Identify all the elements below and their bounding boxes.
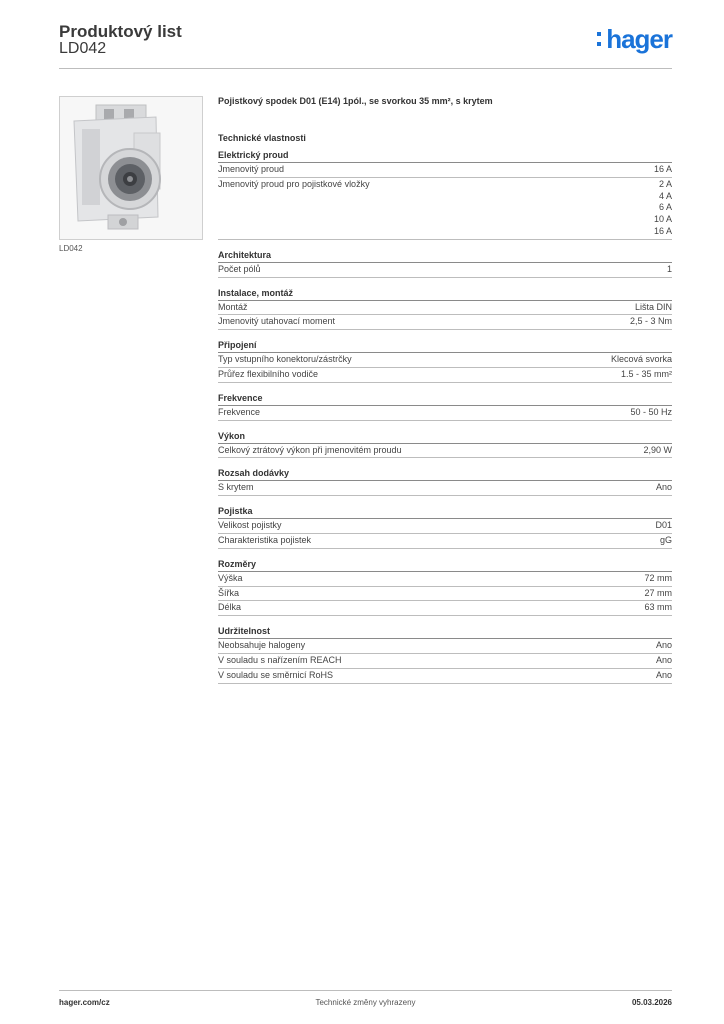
fuse-base-photo-icon <box>60 97 202 239</box>
page-header <box>59 20 672 70</box>
property-value <box>621 369 672 381</box>
group-title: Připojení <box>218 339 672 353</box>
group-title: Frekvence <box>218 392 672 406</box>
property-value <box>630 407 672 419</box>
property-value-item: gG <box>659 534 672 545</box>
property-label: Jmenovitý utahovací moment <box>218 316 336 327</box>
property-value <box>655 520 672 532</box>
property-value-item: Lišta DIN <box>634 301 672 312</box>
property-label: S krytem <box>218 482 254 493</box>
property-value-item: Klecová svorka <box>610 354 672 365</box>
property-label: Velikost pojistky <box>218 520 282 531</box>
property-value <box>656 655 672 667</box>
property-value <box>656 640 672 652</box>
product-title: Pojistkový spodek D01 (E14) 1pól., se svorkou 35 mm², s krytem <box>218 96 493 106</box>
property-label: Typ vstupního konektoru/zástrčky <box>218 354 352 365</box>
property-value-item: Ano <box>655 669 672 680</box>
property-group <box>218 625 672 683</box>
logo-text: hager <box>606 24 672 54</box>
property-value-item: 1.5 - 35 mm² <box>620 368 672 379</box>
property-value <box>667 264 672 276</box>
property-row <box>218 534 672 549</box>
property-value-item: 50 - 50 Hz <box>630 406 672 417</box>
property-group <box>218 249 672 278</box>
property-group <box>218 467 672 496</box>
property-label: Frekvence <box>218 406 261 417</box>
property-label: Montáž <box>218 301 248 312</box>
section-heading: Technické vlastnosti <box>218 133 306 143</box>
property-label: Šířka <box>218 587 240 598</box>
logo-dots-icon <box>597 32 601 50</box>
property-row <box>218 601 672 616</box>
property-label: Délka <box>218 602 242 613</box>
property-row <box>218 519 672 534</box>
page-footer <box>59 998 672 1010</box>
property-row <box>218 669 672 684</box>
property-row <box>218 654 672 669</box>
property-row <box>218 315 672 330</box>
footer-divider <box>59 990 672 991</box>
property-label: Jmenovitý proud <box>218 164 285 174</box>
property-value-item: 1 <box>666 263 672 274</box>
group-title: Architektura <box>218 249 672 263</box>
property-value-item: 6 A <box>658 202 672 213</box>
property-row <box>218 178 672 240</box>
property-value <box>643 445 672 457</box>
property-value-item: Ano <box>655 640 672 651</box>
product-image <box>59 96 203 240</box>
property-value <box>635 302 672 314</box>
property-row <box>218 572 672 587</box>
property-row <box>218 639 672 654</box>
footer-website: hager.com/cz <box>59 998 110 1007</box>
property-label: Průřez flexibilního vodiče <box>218 368 319 379</box>
property-value <box>654 164 672 176</box>
image-caption: LD042 <box>59 244 83 253</box>
property-label: Neobsahuje halogeny <box>218 640 306 651</box>
property-label: Celkový ztrátový výkon při jmenovitém proudu <box>218 444 402 455</box>
property-value-item: 72 mm <box>644 572 672 583</box>
property-group <box>218 558 672 616</box>
property-value <box>660 535 672 547</box>
group-title: Výkon <box>218 430 672 444</box>
property-row <box>218 353 672 368</box>
product-code: LD042 <box>59 40 107 57</box>
group-title: Instalace, montáž <box>218 287 672 301</box>
footer-notice: Technické změny vyhrazeny <box>315 998 416 1007</box>
property-label: Charakteristika pojistek <box>218 534 312 545</box>
property-group <box>218 149 672 240</box>
property-value <box>644 588 672 600</box>
property-value <box>644 602 672 614</box>
header-divider <box>59 68 672 69</box>
property-row <box>218 301 672 316</box>
footer-date: 05.03.2026 <box>631 998 672 1007</box>
property-value <box>654 179 672 238</box>
property-label: Výška <box>218 572 243 583</box>
document-title: Produktový list <box>59 22 182 41</box>
property-row <box>218 368 672 383</box>
property-value-item: 2 A <box>658 178 672 189</box>
property-value <box>644 573 672 585</box>
property-value-item: 2,90 W <box>643 444 672 455</box>
group-title: Rozsah dodávky <box>218 467 672 481</box>
property-row <box>218 481 672 496</box>
property-row <box>218 444 672 459</box>
property-group <box>218 339 672 383</box>
property-group <box>218 505 672 549</box>
property-label: V souladu s nařízením REACH <box>218 654 342 665</box>
property-label: V souladu se směrnicí RoHS <box>218 669 334 680</box>
property-value-item: 27 mm <box>644 587 672 598</box>
property-value <box>630 316 672 328</box>
property-value-item: 63 mm <box>644 602 672 613</box>
group-title: Rozměry <box>218 558 672 572</box>
property-value-item: 16 A <box>653 225 672 236</box>
property-group <box>218 392 672 421</box>
property-value-item: 2,5 - 3 Nm <box>629 316 672 327</box>
property-row <box>218 587 672 602</box>
property-value-item: Ano <box>655 654 672 665</box>
property-value-item: 4 A <box>658 190 672 201</box>
product-details <box>218 96 672 693</box>
property-value <box>656 482 672 494</box>
property-value <box>656 670 672 682</box>
property-label: Jmenovitý proud pro pojistkové vložky <box>218 178 370 189</box>
property-group <box>218 430 672 459</box>
property-row <box>218 263 672 278</box>
group-title: Udržitelnost <box>218 625 672 639</box>
property-value-item: Ano <box>655 482 672 493</box>
property-label: Počet pólů <box>218 263 261 274</box>
hager-logo <box>606 24 672 55</box>
property-value <box>611 354 672 366</box>
property-value-item: 16 A <box>653 164 672 174</box>
property-row <box>218 406 672 421</box>
property-group <box>218 287 672 331</box>
group-title: Elektrický proud <box>218 149 672 163</box>
property-row <box>218 163 672 178</box>
group-title: Pojistka <box>218 505 672 519</box>
property-value-item: 10 A <box>653 214 672 225</box>
property-value-item: D01 <box>655 520 672 531</box>
properties-list <box>218 149 672 684</box>
